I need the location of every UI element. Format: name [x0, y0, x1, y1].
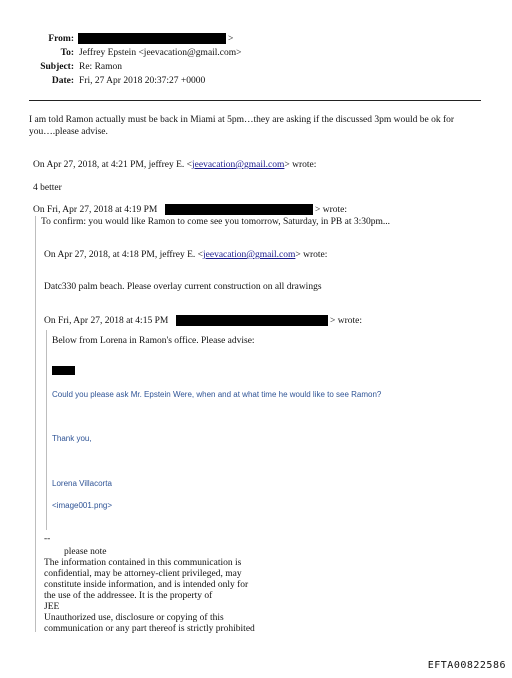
- to-value: Jeffrey Epstein <jeevacation@gmail.com>: [79, 48, 242, 58]
- quote-header-2: On Fri, Apr 27, 2018 at 4:19 PM: [33, 205, 158, 215]
- disclaimer-line: the use of the addressee. It is the property of: [44, 591, 213, 601]
- quote-3-text: Datc330 palm beach. Please overlay current construction on all drawings: [44, 282, 322, 292]
- inner-signature-name: Lorena Villacorta: [52, 479, 112, 488]
- from-label: From:: [48, 34, 74, 44]
- quote-header-2-suffix: > wrote:: [315, 205, 348, 215]
- disclaimer-line: confidential, may be attorney-client privileged, may: [44, 569, 242, 579]
- disclaimer-line: The information contained in this communication is: [44, 558, 242, 568]
- inner-question: Could you please ask Mr. Epstein Were, when and at what time he would like to see Ramon?: [52, 390, 382, 399]
- redacted-sender: [78, 33, 226, 44]
- bates-number: EFTA00822586: [427, 660, 506, 671]
- quote-2-text: To confirm: you would like Ramon to come see you tomorrow, Saturday, in PB at 3:30pm...: [41, 217, 391, 227]
- disclaimer-line: please note: [64, 547, 107, 557]
- quote-4-text: Below from Lorena in Ramon's office. Please advise:: [52, 336, 255, 346]
- disclaimer-line: constitute inside information, and is intended only for: [44, 580, 249, 590]
- redacted-sender-3: [176, 315, 328, 326]
- subject-value: Re: Ramon: [79, 62, 123, 72]
- header-divider: [29, 100, 481, 101]
- redacted-sender-2: [165, 204, 313, 215]
- disclaimer-line: Unauthorized use, disclosure or copying of this: [44, 613, 224, 623]
- disclaimer-line: JEE: [44, 602, 60, 612]
- quote-header-4: On Fri, Apr 27, 2018 at 4:15 PM: [44, 316, 169, 326]
- quote-bar-outer: [35, 216, 36, 632]
- quote-header-4-suffix: > wrote:: [330, 316, 363, 326]
- email-link-2[interactable]: jeevacation@gmail.com: [203, 250, 296, 260]
- body-line-1: I am told Ramon actually must be back in Miami at 5pm…they are asking if the discussed 3pm would be ok for: [29, 115, 455, 125]
- quote-bar-inner: [46, 330, 47, 530]
- disclaimer-dashes: --: [44, 534, 51, 544]
- redacted-salutation: [52, 366, 75, 375]
- reply-4-better: 4 better: [33, 183, 62, 193]
- date-label: Date:: [51, 76, 74, 86]
- to-label: To:: [60, 48, 74, 58]
- subject-label: Subject:: [40, 62, 74, 72]
- quote-header-3: On Apr 27, 2018, at 4:18 PM, jeffrey E. <jeevacation@gmail.com> wrote:: [44, 250, 328, 260]
- email-link[interactable]: jeevacation@gmail.com: [192, 160, 285, 170]
- quote-header-1: On Apr 27, 2018, at 4:21 PM, jeffrey E. <jeevacation@gmail.com> wrote:: [33, 160, 317, 170]
- date-value: Fri, 27 Apr 2018 20:37:27 +0000: [79, 76, 206, 86]
- inner-thanks: Thank you,: [52, 434, 92, 443]
- inner-image-placeholder: <image001.png>: [52, 501, 113, 510]
- body-line-2: you….please advise.: [29, 127, 108, 137]
- disclaimer-line: communication or any part thereof is strictly prohibited: [44, 624, 255, 634]
- from-suffix: >: [228, 34, 234, 44]
